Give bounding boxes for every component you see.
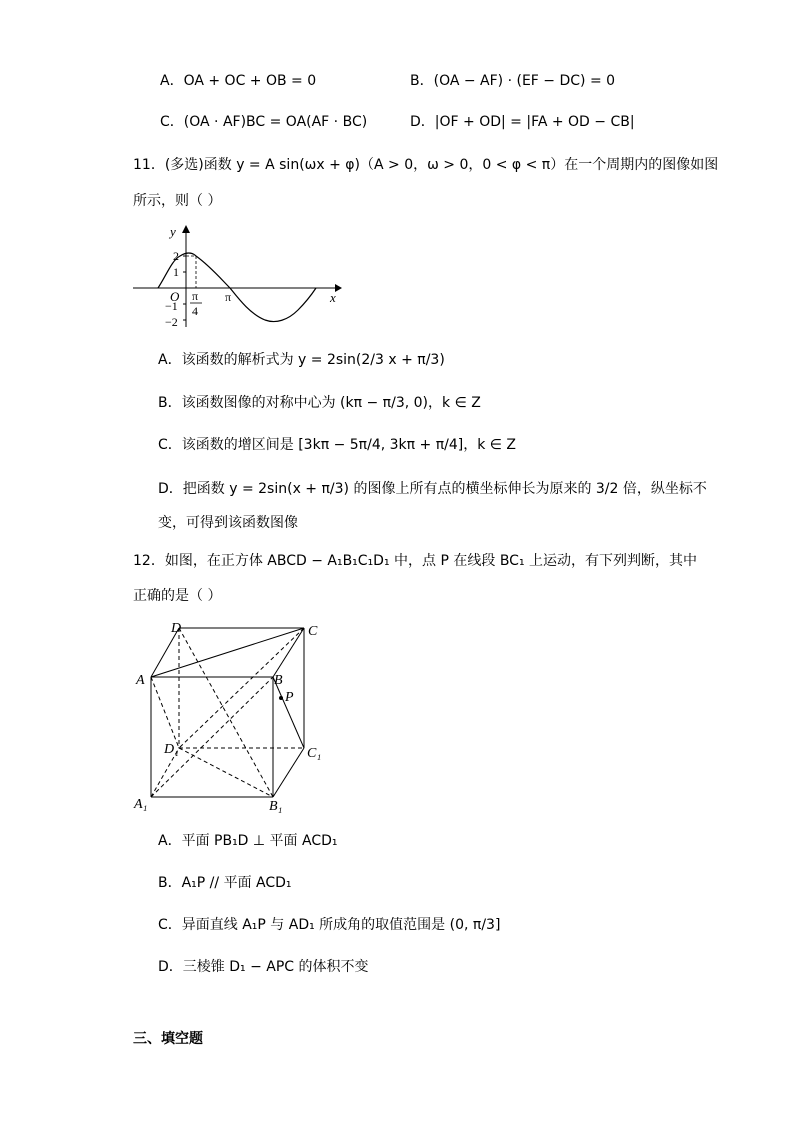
section-heading-fill-in: 三、填空题 [133, 1031, 203, 1047]
q12-option-d: D．三棱锥 D₁ − APC 的体积不变 [158, 959, 369, 975]
x-tick-pi4-denominator: 4 [192, 304, 198, 318]
q12-stem-line1: 12．如图，在正方体 ABCD − A₁B₁C₁D₁ 中，点 P 在线段 BC₁ 上运动，有下列判断，其中 [133, 553, 698, 569]
edge-a1b-hidden [151, 677, 273, 797]
q11-sine-graph [130, 222, 345, 334]
origin-label: O [170, 289, 180, 304]
q10-option-a: A．OA + OC + OB = 0 [160, 73, 317, 89]
vertex-label-c1: C₁ [307, 746, 322, 761]
edge-bc [273, 628, 304, 677]
vertex-label-b: B [274, 673, 283, 688]
y-tick-label-neg2: −2 [165, 315, 178, 329]
point-p-dot [279, 696, 283, 700]
vertex-label-a: A [136, 673, 145, 688]
q10-option-c: C．(OA · AF)BC = OA(AF · BC) [160, 114, 368, 130]
q10-option-b: B．(OA − AF) · (EF − DC) = 0 [410, 73, 616, 89]
q12-option-b: B．A₁P // 平面 ACD₁ [158, 875, 292, 891]
x-axis-label: x [330, 290, 336, 305]
x-axis-arrow-icon [335, 284, 342, 292]
q11-stem-line1: 11．(多选)函数 y = A sin(ωx + φ)（A > 0，ω > 0，0 < φ < π）在一个周期内的图像如图 [133, 157, 719, 173]
q11-option-d-line1: D．把函数 y = 2sin(x + π/3) 的图像上所有点的横坐标伸长为原来的 3/2 倍，纵坐标不 [158, 481, 707, 497]
q12-option-c: C．异面直线 A₁P 与 AD₁ 所成角的取值范围是 (0, π/3] [158, 917, 501, 933]
y-axis-label: y [170, 224, 176, 239]
q12-stem-line2: 正确的是（ ） [133, 588, 222, 604]
vertex-label-a1: A₁ [134, 797, 148, 812]
q10-option-d: D．|OF + OD| = |FA + OD − CB| [410, 114, 635, 130]
y-tick-label-neg1: −1 [165, 299, 178, 313]
x-tick-pi4-numerator: π [192, 289, 199, 303]
edge-cd1-hidden [179, 628, 304, 748]
x-tick-pi: π [225, 290, 232, 304]
y-tick-label-1: 1 [173, 265, 179, 279]
q11-option-d-line2: 变，可得到该函数图像 [158, 515, 298, 531]
vertex-label-c: C [308, 624, 318, 639]
y-axis-arrow-icon [182, 225, 190, 233]
q11-stem-line2: 所示，则（ ） [133, 193, 222, 209]
vertex-label-d1: D₁ [164, 742, 179, 757]
edge-ad1-hidden [151, 677, 179, 748]
sine-curve [158, 253, 316, 322]
edge-d1b1-hidden [179, 748, 273, 797]
q12-cube-diagram [130, 618, 340, 813]
vertex-label-p: P [285, 690, 294, 705]
q11-option-c: C．该函数的增区间是 [3kπ − 5π/4, 3kπ + π/4]，k ∈ Z [158, 437, 517, 453]
vertex-label-b1: B₁ [269, 799, 283, 813]
vertex-label-d: D [171, 621, 182, 636]
q11-option-b: B．该函数图像的对称中心为 (kπ − π/3, 0)，k ∈ Z [158, 395, 481, 411]
q11-option-a: A．该函数的解析式为 y = 2sin(2/3 x + π/3) [158, 352, 445, 368]
edge-b1c1 [273, 748, 304, 797]
q12-option-a: A．平面 PB₁D ⊥ 平面 ACD₁ [158, 833, 338, 849]
y-tick-label-2: 2 [173, 249, 179, 263]
